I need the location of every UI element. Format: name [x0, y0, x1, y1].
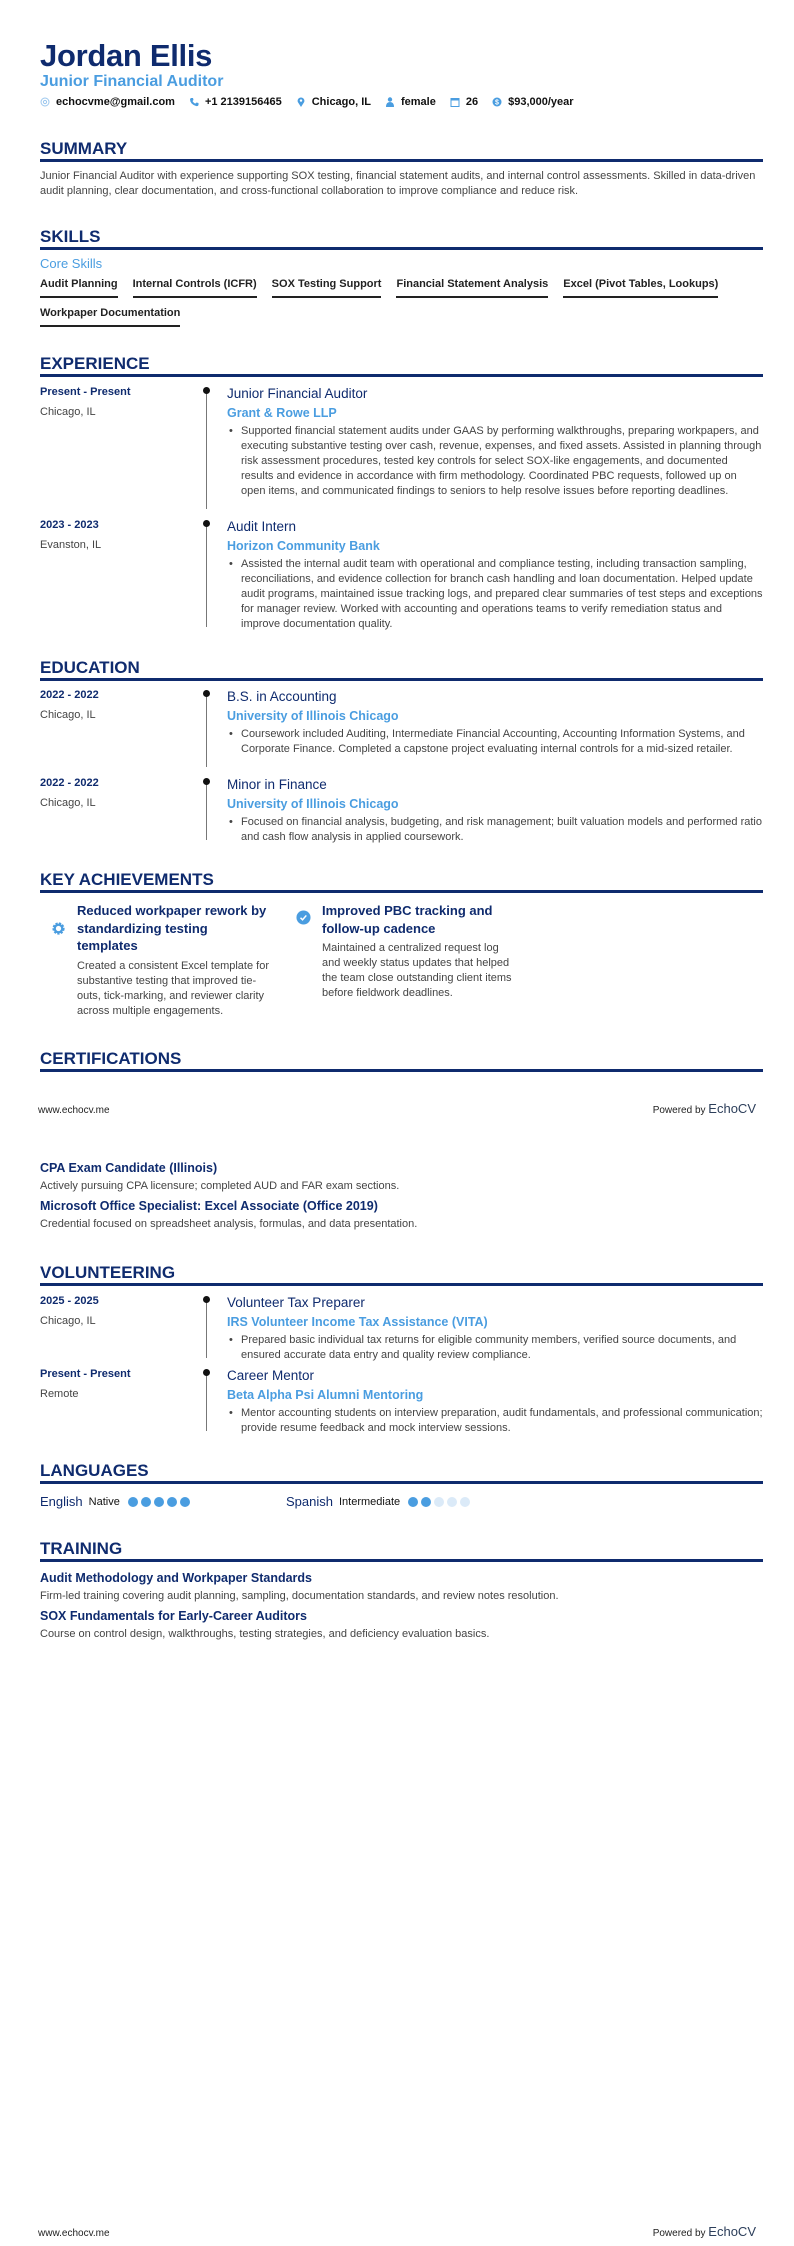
- section-heading-skills: SKILLS: [40, 228, 763, 250]
- contact-salary: $ $93,000/year: [492, 96, 573, 108]
- phone-icon: [189, 97, 199, 107]
- section-heading-volunteering: VOLUNTEERING: [40, 1264, 763, 1286]
- at-icon: [40, 97, 50, 107]
- entry-date: Present - Present: [40, 386, 131, 398]
- calendar-icon: [450, 97, 460, 107]
- rating-dot-filled: [180, 1497, 190, 1507]
- timeline-dot: [203, 1369, 210, 1376]
- entry-role: Minor in Finance: [227, 777, 327, 792]
- contact-age: 26: [450, 96, 478, 108]
- language-item: [286, 1494, 470, 1509]
- entry-bullet: • Assisted the internal audit team with operational and compliance testing, including transaction sampling, reconciliations, and evidence collection for branch cash handling and loan documentation. Helped update audit programs, maintained issue tracking logs, and prepared clear summaries of test steps and exceptions for manager review. Worked with accounting and operations teams to verify remediation status and improve documentation quality.: [227, 557, 763, 632]
- contact-gender: female: [385, 96, 436, 108]
- language-item: [40, 1494, 190, 1509]
- entry-date: 2023 - 2023: [40, 519, 99, 531]
- timeline-dot: [203, 778, 210, 785]
- skill-tag: Financial Statement Analysis: [396, 277, 548, 298]
- achievement-desc: Created a consistent Excel template for substantive testing that improved tie-outs, tick-marking, and reviewer clarity across multiple engagements.: [77, 959, 269, 1017]
- page-footer-powered: Powered by EchoCV: [652, 2224, 756, 2239]
- timeline-line: [206, 389, 207, 509]
- entry-bullet: • Focused on financial analysis, budgeting, and risk management; built valuation models and performed ratio and cash flow analysis in applied coursework.: [227, 815, 763, 845]
- achievement-title: Reduced workpaper rework by standardizing testing templates: [77, 903, 267, 953]
- volunteering-entry: [40, 1368, 763, 1434]
- achievement-title: Improved PBC tracking and follow-up cadence: [322, 903, 493, 936]
- certification-list: [40, 1160, 763, 1232]
- location-pin-icon: [296, 97, 306, 107]
- entry-bullet: • Prepared basic individual tax returns for eligible community members, verified source documents, and ensured accurate data entry and quality review compliance.: [227, 1333, 763, 1363]
- check-circle-icon: [296, 910, 311, 925]
- rating-dot-empty: [447, 1497, 457, 1507]
- achievement-item: [322, 902, 517, 1001]
- language-name: Spanish: [286, 1494, 333, 1509]
- timeline-line: [206, 522, 207, 627]
- candidate-name: Jordan Ellis: [40, 38, 213, 73]
- education-entry: [40, 777, 763, 843]
- entry-org: Beta Alpha Psi Alumni Mentoring: [227, 1388, 424, 1402]
- language-rating: [128, 1497, 190, 1507]
- timeline-line: [206, 780, 207, 840]
- entry-date: 2022 - 2022: [40, 689, 99, 701]
- entry-bullet: • Coursework included Auditing, Intermediate Financial Accounting, Accounting Information Systems, and Corporate Finance. Completed a capstone project evaluating internal controls for a mid-sized retailer.: [227, 727, 763, 757]
- section-heading-education: EDUCATION: [40, 659, 763, 681]
- language-name: English: [40, 1494, 83, 1509]
- timeline-line: [206, 692, 207, 767]
- certification-title: CPA Exam Candidate (Illinois): [40, 1161, 218, 1175]
- timeline-dot: [203, 690, 210, 697]
- timeline-line: [206, 1298, 207, 1358]
- section-heading-achievements: KEY ACHIEVEMENTS: [40, 871, 763, 893]
- skill-tag: Internal Controls (ICFR): [133, 277, 257, 298]
- section-heading-summary: SUMMARY: [40, 140, 763, 162]
- page-footer-site[interactable]: www.echocv.me: [38, 1105, 110, 1116]
- section-heading-certifications: CERTIFICATIONS: [40, 1050, 763, 1072]
- rating-dot-filled: [167, 1497, 177, 1507]
- entry-bullet: • Mentor accounting students on interview preparation, audit fundamentals, and professional communication; provide resume feedback and mock interview sessions.: [227, 1406, 763, 1436]
- entry-role: Junior Financial Auditor: [227, 386, 368, 401]
- rating-dot-empty: [434, 1497, 444, 1507]
- training-desc: Firm-led training covering audit planning, sampling, documentation standards, and review notes resolution.: [40, 1590, 559, 1602]
- skill-tag: Excel (Pivot Tables, Lookups): [563, 277, 718, 298]
- entry-date: 2025 - 2025: [40, 1295, 99, 1307]
- page-footer-powered: Powered by EchoCV: [652, 1101, 756, 1116]
- entry-location: Chicago, IL: [40, 1315, 96, 1327]
- experience-entry: [40, 519, 763, 630]
- entry-role: Volunteer Tax Preparer: [227, 1295, 365, 1310]
- training-list: [40, 1570, 763, 1642]
- section-heading-experience: EXPERIENCE: [40, 355, 763, 377]
- contact-location: Chicago, IL: [296, 96, 371, 108]
- experience-entry: [40, 386, 763, 509]
- rating-dot-filled: [141, 1497, 151, 1507]
- entry-role: Career Mentor: [227, 1368, 315, 1383]
- volunteering-entry: [40, 1295, 763, 1361]
- section-heading-training: TRAINING: [40, 1540, 763, 1562]
- candidate-title: Junior Financial Auditor: [40, 73, 224, 90]
- skill-tag: Workpaper Documentation: [40, 306, 180, 327]
- training-title: SOX Fundamentals for Early-Career Auditors: [40, 1609, 307, 1623]
- entry-location: Chicago, IL: [40, 406, 96, 418]
- timeline-dot: [203, 387, 210, 394]
- money-icon: [492, 97, 502, 107]
- entry-bullet: • Supported financial statement audits under GAAS by performing walkthroughs, preparing workpapers, and executing substantive testing over cash, revenue, expenses, and fixed assets. Assisted in planning through risk assessment procedures, tested key controls for select SOX-like engagements, and documented results and evidence in accordance with firm methodology. Coordinated PBC requests, followed up on open items, and communicated findings to seniors to help resolve issues before reporting deadlines.: [227, 424, 763, 499]
- achievement-desc: Maintained a centralized request log and weekly status updates that helped the team close outstanding client items before fieldwork deadlines.: [322, 942, 512, 999]
- brand-logo: EchoCV: [708, 2224, 756, 2239]
- entry-date: 2022 - 2022: [40, 777, 99, 789]
- timeline-line: [206, 1371, 207, 1431]
- language-rating: [408, 1497, 470, 1507]
- skill-tag: SOX Testing Support: [272, 277, 382, 298]
- summary-text: Junior Financial Auditor with experience supporting SOX testing, financial statement audits, and internal control assessments. Skilled in data-driven audit planning, clear documentation, and cross-functional collaboration to improve compliance and reduce risk.: [40, 170, 756, 197]
- svg-text:$: $: [495, 99, 500, 107]
- timeline-dot: [203, 520, 210, 527]
- certification-desc: Credential focused on spreadsheet analysis, formulas, and data presentation.: [40, 1218, 418, 1230]
- entry-location: Evanston, IL: [40, 539, 102, 551]
- rating-dot-filled: [408, 1497, 418, 1507]
- rating-dot-empty: [460, 1497, 470, 1507]
- training-desc: Course on control design, walkthroughs, testing strategies, and deficiency evaluation basics.: [40, 1628, 490, 1640]
- contact-bar: [40, 96, 574, 108]
- page-footer-site[interactable]: www.echocv.me: [38, 2228, 110, 2239]
- entry-date: Present - Present: [40, 1368, 131, 1380]
- entry-location: Remote: [40, 1388, 79, 1400]
- training-title: Audit Methodology and Workpaper Standards: [40, 1571, 313, 1585]
- entry-org: Horizon Community Bank: [227, 539, 380, 553]
- entry-location: Chicago, IL: [40, 709, 96, 721]
- skill-group-label: Core Skills: [40, 256, 103, 271]
- person-icon: [385, 97, 395, 107]
- entry-role: Audit Intern: [227, 519, 297, 534]
- language-level: Intermediate: [338, 1495, 401, 1508]
- education-entry: [40, 689, 763, 767]
- gear-icon: [51, 921, 66, 936]
- entry-location: Chicago, IL: [40, 797, 96, 809]
- skill-tags: [40, 277, 763, 327]
- certification-desc: Actively pursuing CPA licensure; completed AUD and FAR exam sections.: [40, 1180, 400, 1192]
- rating-dot-filled: [154, 1497, 164, 1507]
- entry-org: Grant & Rowe LLP: [227, 406, 337, 420]
- contact-email[interactable]: echocvme@gmail.com: [40, 96, 175, 108]
- entry-org: University of Illinois Chicago: [227, 709, 399, 723]
- skill-tag: Audit Planning: [40, 277, 118, 298]
- achievement-item: [77, 902, 272, 1019]
- rating-dot-filled: [128, 1497, 138, 1507]
- entry-org: IRS Volunteer Income Tax Assistance (VITA): [227, 1315, 488, 1329]
- certification-title: Microsoft Office Specialist: Excel Associate (Office 2019): [40, 1199, 378, 1213]
- timeline-dot: [203, 1296, 210, 1303]
- rating-dot-filled: [421, 1497, 431, 1507]
- brand-logo: EchoCV: [708, 1101, 756, 1116]
- contact-phone[interactable]: +1 2139156465: [189, 96, 282, 108]
- language-level: Native: [88, 1495, 120, 1508]
- entry-org: University of Illinois Chicago: [227, 797, 399, 811]
- entry-role: B.S. in Accounting: [227, 689, 337, 704]
- section-heading-languages: LANGUAGES: [40, 1462, 763, 1484]
